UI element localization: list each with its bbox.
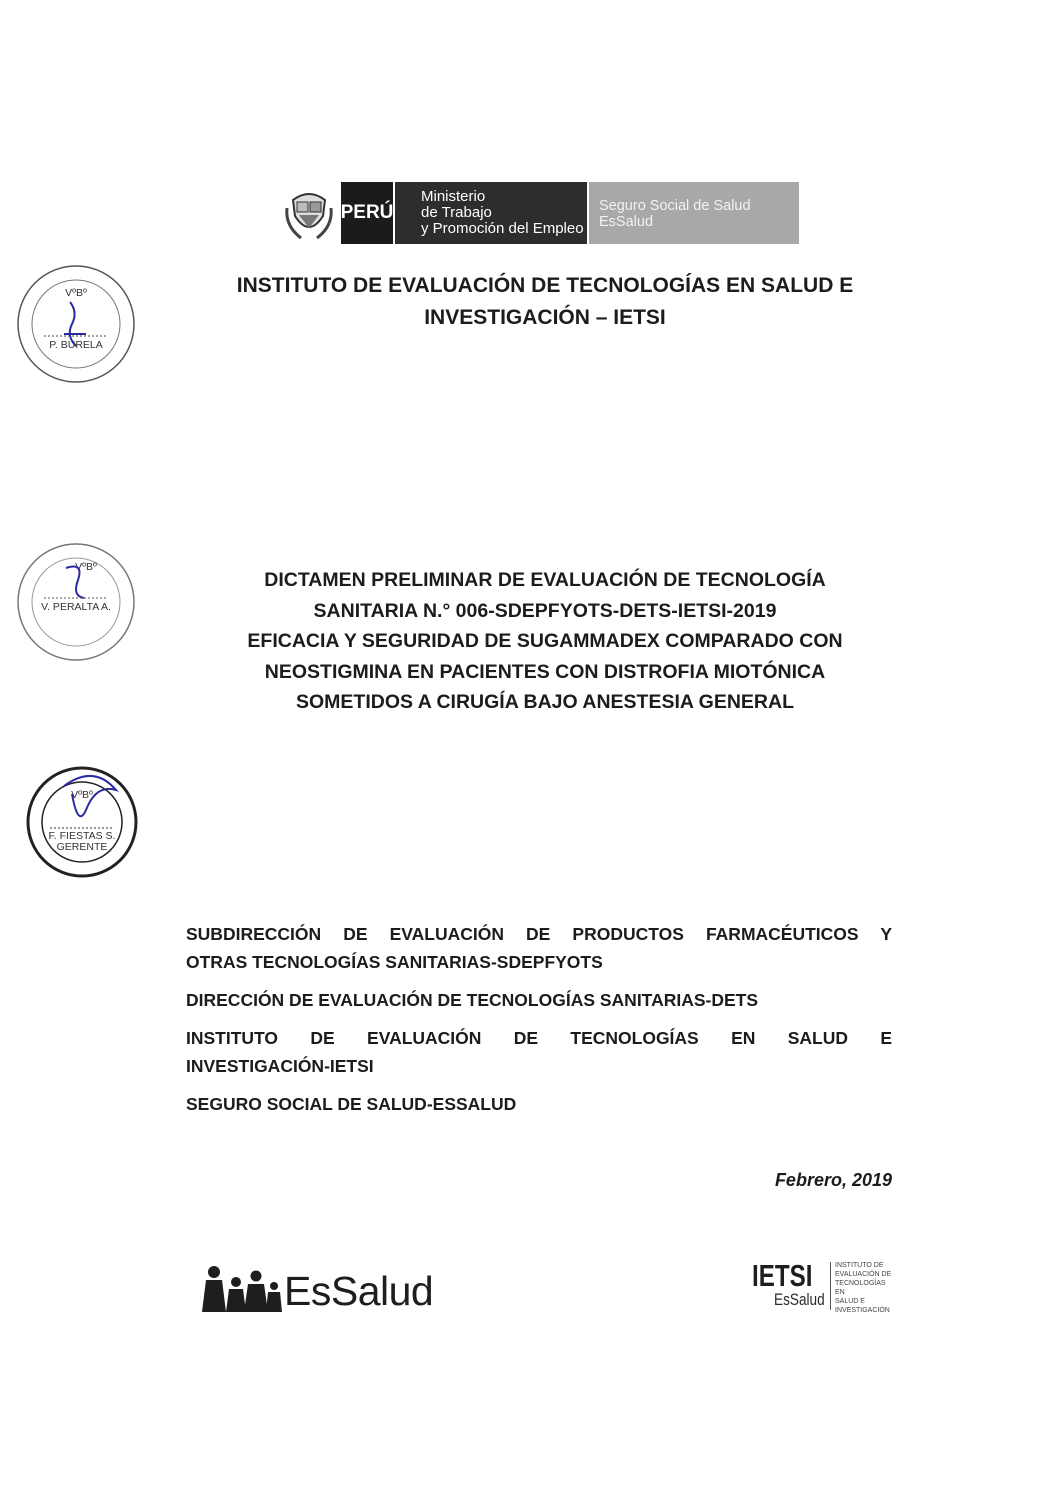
approval-stamp — [14, 540, 138, 664]
institute-title: INSTITUTO DE EVALUACIÓN DE TECNOLOGÍAS EN SALUD E INVESTIGACIÓN – IETSI — [236, 274, 854, 329]
header-banner — [283, 182, 799, 244]
logo-divider — [830, 1262, 831, 1310]
approval-stamp — [24, 764, 142, 882]
svg-text:P. BURELA: P. BURELA — [49, 339, 103, 351]
svg-text:F. FIESTAS S.: F. FIESTAS S. — [48, 830, 116, 842]
peru-coat-of-arms-icon — [283, 186, 335, 244]
authoring-units: SUBDIRECCIÓN DE EVALUACIÓN DE PRODUCTOS FARMACÉUTICOS Y OTRAS TECNOLOGÍAS SANITARIAS-SDEPFYOTS DIRECCIÓN DE EVALUACIÓN DE TECNOLOGÍAS SANITARIAS-DETS INSTITUTO DE EVALUACIÓN DE TECNOLOGÍAS EN SALUD E INVESTIGACIÓN-IETSI SEGURO SOCIAL DE SALUD-ESSALUD — [186, 924, 892, 1114]
ministry-label: Ministerio de Trabajo y Promoción del Empleo — [395, 182, 587, 244]
ietsi-logo: IETSI EsSalud INSTITUTO DE EVALUACIÓN DE TECNOLOGÍAS EN SALUD E INVESTIGACIÓN — [752, 1258, 892, 1314]
svg-text:GERENTE: GERENTE — [56, 841, 108, 853]
approval-stamp — [14, 262, 138, 386]
family-figures-icon — [200, 1264, 284, 1320]
svg-text:VºBº: VºBº — [75, 561, 97, 573]
essalud-logo: EsSalud — [200, 1262, 450, 1322]
dictamen-title: DICTAMEN PRELIMINAR DE EVALUACIÓN DE TECNOLOGÍA SANITARIA N.° 006-SDEPFYOTS-DETS-IETSI-2019 EFICACIA Y SEGURIDAD DE SUGAMMADEX COMPARADO CON NEOSTIGMINA EN PACIENTES CON DISTROFIA MIOTÓNICA SOMETIDOS A CIRUGÍA BAJO ANESTESIA GENERAL — [247, 569, 843, 713]
svg-text:VºBº: VºBº — [65, 287, 87, 299]
svg-text:VºBº: VºBº — [71, 789, 93, 801]
peru-label: PERÚ — [341, 182, 393, 244]
seguro-social-label: Seguro Social de Salud EsSalud — [589, 182, 799, 244]
ietsi-side-text: INSTITUTO DE EVALUACIÓN DE TECNOLOGÍAS EN SALUD E INVESTIGACIÓN — [835, 1262, 892, 1314]
publication-date: Febrero, 2019 — [774, 1170, 892, 1190]
svg-text:V. PERALTA A.: V. PERALTA A. — [41, 601, 111, 613]
